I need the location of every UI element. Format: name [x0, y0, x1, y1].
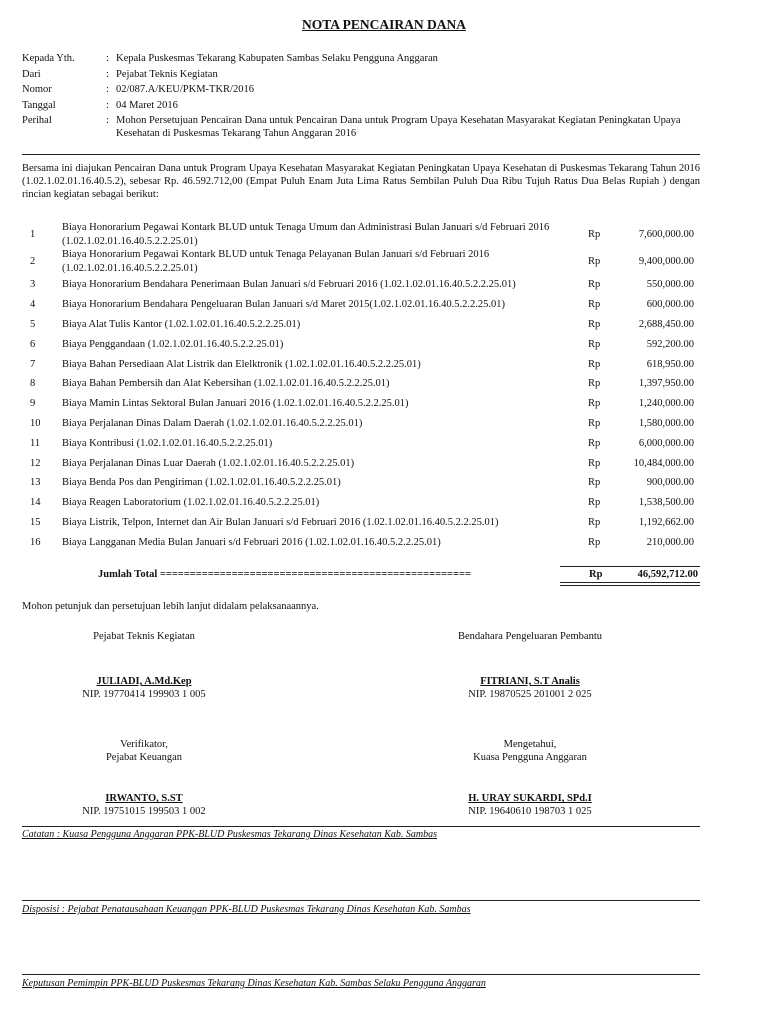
- items-table: [22, 221, 698, 552]
- header-divider: [22, 154, 700, 155]
- item-number: 1: [30, 228, 36, 240]
- item-amount: 1,538,500.00: [638, 497, 694, 509]
- header-row-perihal: [22, 114, 712, 142]
- item-row: [22, 453, 698, 473]
- signatory-name: FITRIANI, S.T Analis: [480, 676, 580, 688]
- item-number: 8: [30, 378, 36, 390]
- item-amount: 1,192,662.00: [638, 516, 694, 528]
- item-row: [22, 221, 698, 248]
- item-amount: 550,000.00: [646, 279, 694, 291]
- item-number: 14: [30, 497, 41, 509]
- header-colon: :: [106, 115, 109, 126]
- item-currency: Rp: [588, 338, 601, 350]
- signatory-role: Pejabat Teknis Kegiatan: [93, 631, 195, 642]
- signatory-role-2: Kuasa Pengguna Anggaran: [473, 752, 587, 764]
- header-row-tanggal: [22, 99, 712, 115]
- item-currency: Rp: [588, 299, 601, 311]
- item-number: 4: [30, 299, 36, 311]
- item-amount: 7,600,000.00: [638, 228, 694, 240]
- item-amount: 6,000,000.00: [638, 437, 694, 449]
- item-description: Biaya Honorarium Bendahara Pengeluaran Bulan Januari s/d Maret 2015(1.02.1.02.01.16.40.5.2.2.25.01): [62, 299, 505, 311]
- item-description: Biaya Honorarium Bendahara Penerimaan Bulan Januari s/d Februari 2016 (1.02.1.02.01.16.40.5.2.2.25.01): [62, 279, 516, 291]
- item-currency: Rp: [588, 358, 601, 370]
- intro-paragraph: Bersama ini diajukan Pencairan Dana untuk Program Upaya Kesehatan Masyarakat Kegiatan Peningkatan Upaya Kesehatan di Puskesmas Tekarang Tahun 2016 (1.02.1.02.01.16.40.5.2), sebesar Rp. 46.592.712,00 (Empat Puluh Enam Juta Lima Ratus Sembilan Puluh Dua Ribu Tujuh Ratus Dua Belas Rupiah ) dengan rincian kegiatan sebagai berikut:: [22, 163, 700, 201]
- item-amount: 592,200.00: [646, 338, 694, 350]
- item-row: [22, 354, 698, 374]
- item-currency: Rp: [588, 477, 601, 489]
- item-number: 11: [30, 437, 41, 449]
- item-amount: 900,000.00: [646, 477, 694, 489]
- item-description: Biaya Honorarium Pegawai Kontark BLUD untuk Tenaga Pelayanan Bulan Januari s/d Februari 2016 (1.02.1.02.01.16.40.5.2.2.25.01): [62, 249, 490, 274]
- total-amount: 46,592,712.00: [637, 569, 698, 580]
- item-number: 10: [30, 417, 41, 429]
- item-description: Biaya Mamin Lintas Sektoral Bulan Januari 2016 (1.02.1.02.01.16.40.5.2.2.25.01): [62, 398, 409, 410]
- item-row: [22, 473, 698, 493]
- total-currency: Rp: [589, 569, 603, 580]
- header-colon: :: [106, 53, 109, 64]
- item-row: [22, 414, 698, 434]
- item-currency: Rp: [588, 228, 601, 240]
- item-row: [22, 493, 698, 513]
- signatory-name: JULIADI, A.Md.Kep: [96, 676, 192, 688]
- signatory-verifikator: [24, 738, 264, 819]
- signatory-nip: NIP. 19870525 201001 2 025: [468, 689, 592, 701]
- item-description: Biaya Alat Tulis Kantor (1.02.1.02.01.16.40.5.2.2.25.01): [62, 318, 301, 330]
- disposisi-note: Disposisi : Pejabat Penatausahaan Keuangan PPK-BLUD Puskesmas Tekarang Dinas Kesehatan Kab. Sambas: [22, 904, 471, 915]
- item-row: [22, 433, 698, 453]
- total-top-rule: [560, 566, 700, 567]
- header-value: Kepala Puskesmas Tekarang Kabupaten Sambas Selaku Pengguna Anggaran: [116, 53, 438, 64]
- item-currency: Rp: [588, 457, 601, 469]
- signatory-kpa: [410, 738, 650, 819]
- signatory-bendahara: [410, 630, 650, 701]
- item-number: 15: [30, 516, 41, 528]
- item-number: 6: [30, 338, 36, 350]
- item-amount: 600,000.00: [646, 299, 694, 311]
- item-description: Biaya Reagen Laboratorium (1.02.1.02.01.16.40.5.2.2.25.01): [62, 497, 320, 509]
- signatory-nip: NIP. 19640610 198703 1 025: [468, 806, 592, 818]
- keputusan-rule: [22, 974, 700, 975]
- signatory-role-2: Pejabat Keuangan: [105, 752, 183, 764]
- signatory-role: Bendahara Pengeluaran Pembantu: [457, 631, 603, 642]
- item-amount: 1,397,950.00: [638, 378, 694, 390]
- total-label: Jumlah Total ====================================================: [98, 569, 471, 580]
- item-number: 13: [30, 477, 41, 489]
- item-row: [22, 275, 698, 295]
- item-description: Biaya Perjalanan Dinas Luar Daerah (1.02.1.02.01.16.40.5.2.2.25.01): [62, 457, 355, 469]
- item-currency: Rp: [588, 318, 601, 330]
- item-description: Biaya Listrik, Telpon, Internet dan Air Bulan Januari s/d Februari 2016 (1.02.1.02.01.16.40.5.2.2.25.01): [62, 516, 499, 528]
- item-amount: 210,000.00: [646, 536, 694, 548]
- header-value: Pejabat Teknis Kegiatan: [116, 68, 218, 80]
- header-label: Perihal: [22, 115, 52, 126]
- item-description: Biaya Honorarium Pegawai Kontark BLUD untuk Tenaga Umum dan Administrasi Bulan Januari s/d Februari 2016 (1.02.1.02.01.16.40.5.2.2.25.01): [62, 222, 550, 247]
- item-row: [22, 248, 698, 275]
- disposisi-rule: [22, 900, 700, 901]
- header-value: 04 Maret 2016: [116, 99, 178, 111]
- signatory-role: Verifikator,: [120, 739, 168, 750]
- item-currency: Rp: [588, 497, 601, 509]
- item-number: 5: [30, 318, 36, 330]
- header-label: Tanggal: [22, 99, 56, 111]
- signatory-name: H. URAY SUKARDI, SPd.I: [468, 793, 592, 805]
- item-currency: Rp: [588, 378, 601, 390]
- item-amount: 1,240,000.00: [638, 398, 694, 410]
- item-currency: Rp: [588, 536, 601, 548]
- item-number: 16: [30, 536, 41, 548]
- document-title: NOTA PENCAIRAN DANA: [301, 17, 466, 32]
- item-row: [22, 315, 698, 335]
- header-label: Nomor: [22, 84, 52, 95]
- header-colon: :: [106, 68, 109, 80]
- item-row: [22, 513, 698, 533]
- item-currency: Rp: [588, 255, 601, 267]
- header-value: 02/087.A/KEU/PKM-TKR/2016: [116, 84, 254, 95]
- total-row: [22, 568, 700, 582]
- item-amount: 618,950.00: [646, 358, 694, 370]
- signatory-name: IRWANTO, S.ST: [105, 793, 183, 805]
- item-row: [22, 374, 698, 394]
- item-row: [22, 334, 698, 354]
- item-row: [22, 394, 698, 414]
- item-row: [22, 295, 698, 315]
- item-description: Biaya Langganan Media Bulan Januari s/d Februari 2016 (1.02.1.02.01.16.40.5.2.2.25.01): [62, 536, 441, 548]
- catatan-rule: [22, 826, 700, 827]
- signatory-nip: NIP. 19751015 199503 1 002: [82, 806, 206, 818]
- closing-text: Mohon petunjuk dan persetujuan lebih lanjut didalam pelaksanaannya.: [22, 601, 319, 612]
- item-number: 2: [30, 255, 36, 267]
- header-value: Mohon Persetujuan Pencairan Dana untuk Pencairan Dana untuk Program Upaya Kesehatan Masyarakat Kegiatan Peningkatan Upaya Kesehatan di Puskesmas Tekarang Tahun Anggaran 2016: [116, 115, 681, 140]
- item-amount: 10,484,000.00: [633, 457, 694, 469]
- total-double-underline: [560, 582, 700, 586]
- item-amount: 2,688,450.00: [638, 318, 694, 330]
- header-label: Dari: [22, 68, 41, 80]
- item-currency: Rp: [588, 398, 601, 410]
- item-description: Biaya Benda Pos dan Pengiriman (1.02.1.02.01.16.40.5.2.2.25.01): [62, 477, 341, 489]
- header-row-dari: [22, 68, 712, 84]
- item-description: Biaya Bahan Persediaan Alat Listrik dan Elelktronik (1.02.1.02.01.16.40.5.2.2.25.01): [62, 358, 421, 370]
- signatory-role: Mengetahui,: [503, 739, 557, 750]
- item-currency: Rp: [588, 417, 601, 429]
- signatory-nip: NIP. 19770414 199903 1 005: [82, 689, 206, 701]
- item-currency: Rp: [588, 279, 601, 291]
- item-currency: Rp: [588, 437, 601, 449]
- item-number: 3: [30, 279, 36, 291]
- header-colon: :: [106, 99, 109, 111]
- letter-header: [22, 52, 712, 142]
- item-amount: 9,400,000.00: [638, 255, 694, 267]
- item-number: 9: [30, 398, 36, 410]
- item-row: [22, 532, 698, 552]
- keputusan-note: Keputusan Pemimpin PPK-BLUD Puskesmas Tekarang Dinas Kesehatan Kab. Sambas Selaku Pengguna Anggaran: [22, 978, 486, 989]
- item-number: 12: [30, 457, 41, 469]
- item-description: Biaya Perjalanan Dinas Dalam Daerah (1.02.1.02.01.16.40.5.2.2.25.01): [62, 417, 363, 429]
- catatan-note: Catatan : Kuasa Pengguna Anggaran PPK-BLUD Puskesmas Tekarang Dinas Kesehatan Kab. Sambas: [22, 829, 437, 840]
- item-number: 7: [30, 358, 36, 370]
- item-amount: 1,580,000.00: [638, 417, 694, 429]
- header-label: Kepada Yth.: [22, 53, 75, 64]
- item-description: Biaya Penggandaan (1.02.1.02.01.16.40.5.2.2.25.01): [62, 338, 284, 350]
- header-row-nomor: [22, 83, 712, 99]
- signatory-pejabat-teknis: [24, 630, 264, 701]
- item-currency: Rp: [588, 516, 601, 528]
- header-row-kepada: [22, 52, 712, 68]
- item-description: Biaya Bahan Pembersih dan Alat Kebersihan (1.02.1.02.01.16.40.5.2.2.25.01): [62, 378, 390, 390]
- item-description: Biaya Kontribusi (1.02.1.02.01.16.40.5.2.2.25.01): [62, 437, 273, 449]
- header-colon: :: [106, 84, 109, 95]
